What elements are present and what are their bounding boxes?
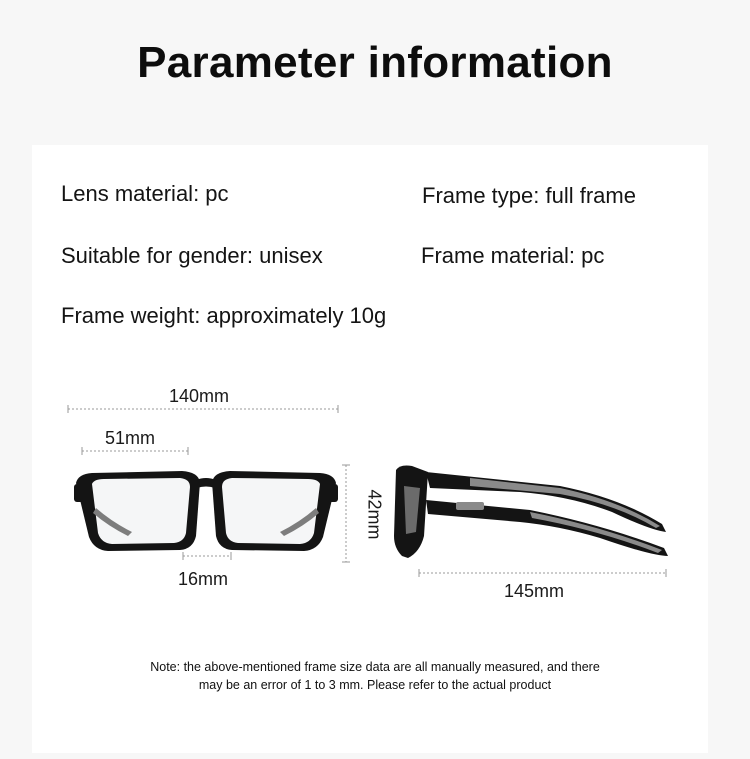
frame-weight-spec: Frame weight: approximately 10g <box>61 303 387 328</box>
temple-length-dimension-line <box>419 569 666 577</box>
measurement-note <box>60 658 690 694</box>
lens-width-label: 51mm <box>105 428 156 448</box>
frame-material-spec: Frame material: pc <box>421 243 605 268</box>
lens-height-label: 42mm <box>364 489 385 540</box>
temple-length-label: 145mm <box>504 581 565 601</box>
frame-type-spec: Frame type: full frame <box>422 183 636 208</box>
page-title: Parameter information <box>137 38 613 87</box>
bridge-width-dimension-line <box>183 552 231 560</box>
note-line-2: may be an error of 1 to 3 mm. Please refer to the actual product <box>198 678 552 692</box>
note-line-1: Note: the above-mentioned frame size data are all manually measured, and there <box>150 660 600 674</box>
total-width-label: 140mm <box>169 386 230 406</box>
gender-spec: Suitable for gender: unisex <box>61 243 323 268</box>
lens-height-dimension-line <box>342 465 350 562</box>
glasses-front-view <box>74 471 338 551</box>
bridge-width-label: 16mm <box>178 569 229 589</box>
glasses-side-view <box>394 466 668 559</box>
lens-material-spec: Lens material: pc <box>61 181 229 206</box>
